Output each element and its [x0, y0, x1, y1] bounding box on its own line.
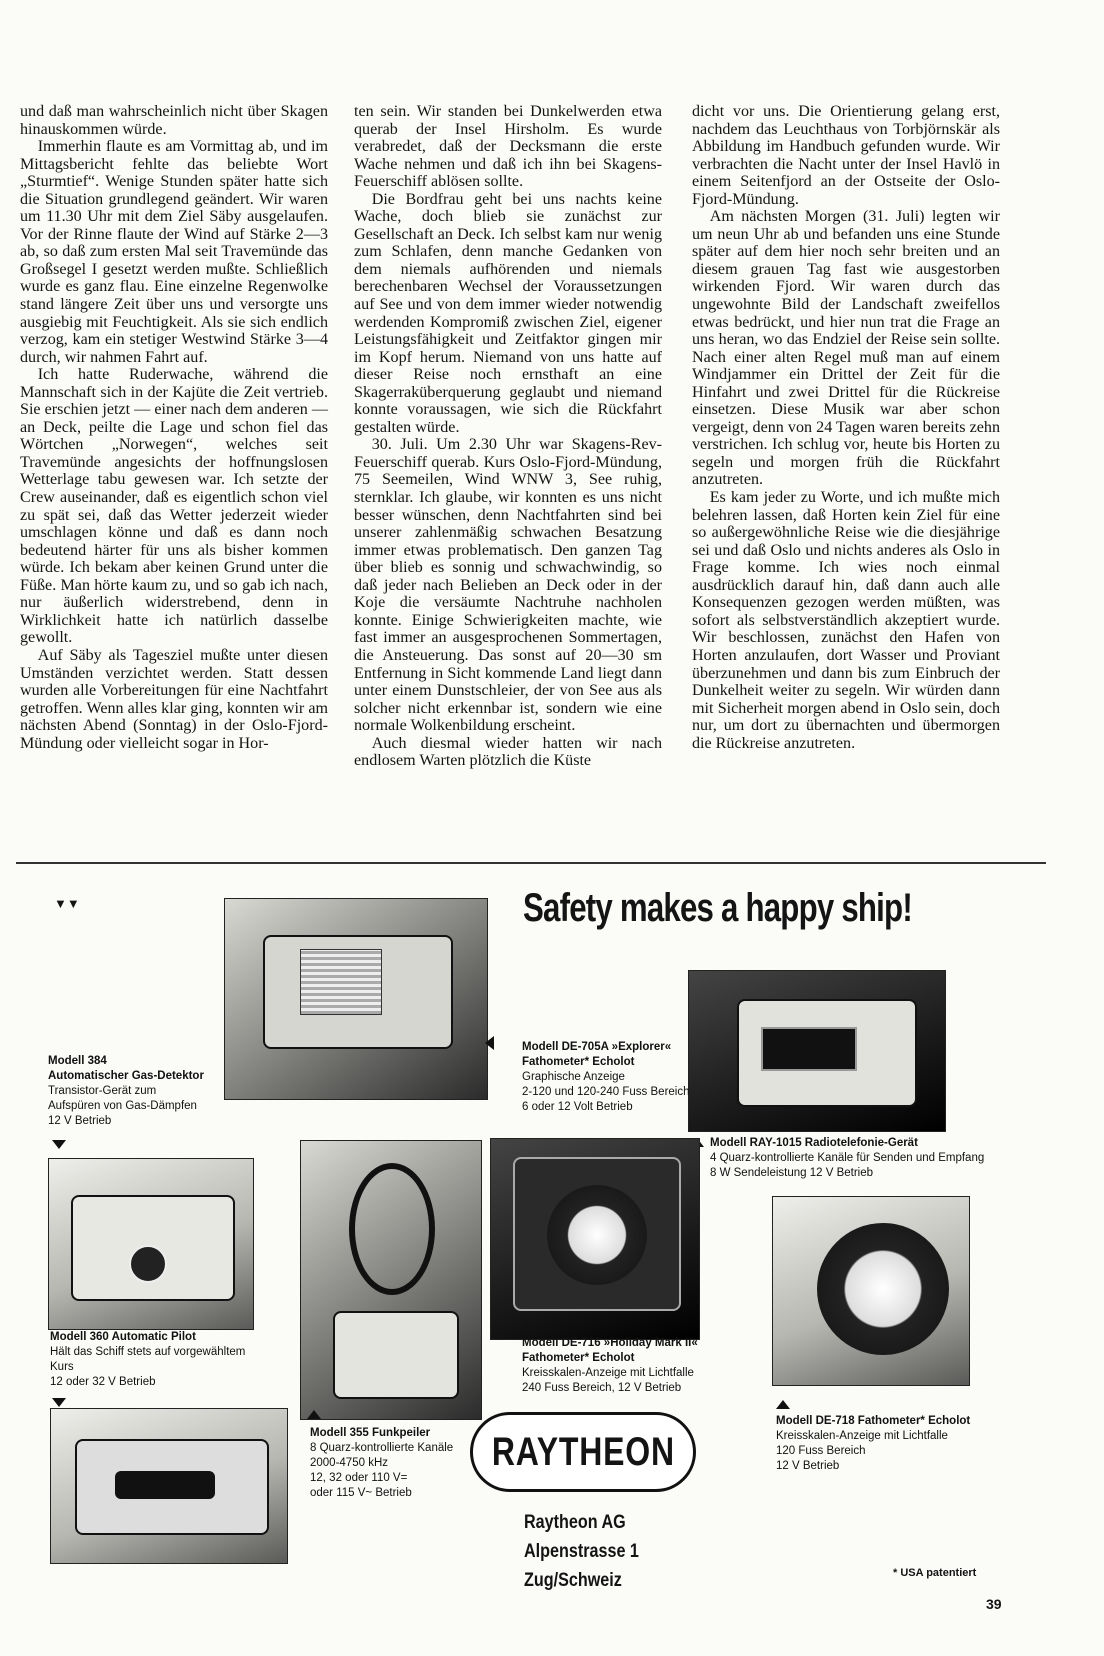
- gas-detector-grille: [300, 949, 382, 1015]
- caption-line: 8 W Sendeleistung 12 V Betrieb: [710, 1167, 874, 1179]
- caption-line: 6 oder 12 Volt Betrieb: [522, 1101, 633, 1113]
- address-line: Alpenstrasse 1: [524, 1541, 639, 1562]
- caption-line: oder 115 V~ Betrieb: [310, 1487, 412, 1499]
- arrow-up-icon: [776, 1400, 790, 1409]
- paragraph: Immerhin flaute es am Vormittag ab, und im Mittagsbericht fehlte das beliebte Wort „Sturmtief“. Wenige Stunden später hatte sich die Situation grundlegend geändert. Wir waren um 11.30 Uhr mit dem Ziel Säby ausgelaufen. Vor der Rinne flaute der Wind auf Stärke 2—3 ab, so daß zum ersten Mal seit Travemünde das Großsegel I gesetzt werden mußte. Schließlich wurde es ganz flau. Eine einzelne Regenwolke stand längere Zeit über uns und versorgte uns ausgiebig mit Feuchtigkeit. Als sie sich endlich verzog, kam ein stetiger Westwind Stärke 3—4 durch, wir nahmen Fahrt auf.: [20, 138, 328, 366]
- article-column-1: [20, 103, 328, 752]
- raytheon-logo: [470, 1412, 696, 1492]
- article-column-2: [354, 103, 662, 770]
- caption-de718: [776, 1414, 970, 1474]
- caption-line: 2-120 und 120-240 Fuss Bereich: [522, 1086, 690, 1098]
- address-line: Zug/Schweiz: [524, 1570, 622, 1591]
- caption-title: Modell 355 Funkpeiler: [310, 1427, 431, 1439]
- caption-title: Modell DE-716 »Holiday Mark II« Fathometer* Echolot: [522, 1337, 698, 1364]
- caption-line: 12 V Betrieb: [48, 1115, 112, 1127]
- caption-title: Modell DE-705A »Explorer« Fathometer* Echolot: [522, 1041, 672, 1068]
- caption-line: 2000-4750 kHz: [310, 1457, 388, 1469]
- caption-title: Modell 384: [48, 1055, 107, 1067]
- caption-line: Kreisskalen-Anzeige mit Lichtfalle: [776, 1430, 948, 1442]
- paragraph: Ich hatte Ruderwache, während die Mannschaft sich in der Kajüte die Zeit vertrieb. Sie erschien jetzt — einer nach dem anderen — an Deck, peilte die Lage und schon fiel das Wörtchen „Norwegen“, welches seit Travemünde angesichts der hoffnungslosen Wetterlage tabu gewesen war. Ich setzte der Crew auseinander, daß es eigentlich schon viel zu spät sei, daß das Wetter jederzeit wieder umschlagen könne und daß es dann noch bedeutend härter für uns als bisher kommen würde. Ich bekam aber keinen Grund unter die Füße. Man hörte kaum zu, und so gab ich nach, nur äußerlich widerstrebend, denn in Wirklichkeit hatte ich natürlich dasselbe gewollt.: [20, 366, 328, 647]
- product-photo-de718: [772, 1196, 970, 1386]
- caption-384: [48, 1054, 204, 1129]
- caption-title: Modell RAY-1015 Radiotelefonie-Gerät: [710, 1137, 918, 1149]
- caption-de716: [522, 1336, 722, 1396]
- arrow-left-icon: [485, 1036, 494, 1050]
- paragraph: 30. Juli. Um 2.30 Uhr war Skagens-Rev-Feuerschiff querab. Kurs Oslo-Fjord-Mündung, 75 Seemeilen, Wind WNW 3, See ruhig, sternklar. Ich glaube, wir konnten es uns nicht besser wünschen, denn Nachtfahrten sind bei unserer zahlenmäßig schwachen Besatzung immer etwas problematisch. Den ganzen Tag über blieb es sonnig und schwachwindig, so daß jeder nach Belieben an Deck oder in der Koje die versäumte Nachtruhe nachholen konnte. Einige Schwierigkeiten machte, wie fast immer an ausgesprochenen Sommertagen, die Ansteuerung. Das sonst auf 20—30 sm Entfernung in Sicht kommende Land liegt dann unter einem Dunstschleier, der von See aus als solcher nicht erkennbar ist, sondern wie eine normale Wolkenbildung erscheint.: [354, 436, 662, 735]
- caption-line: Aufspüren von Gas-Dämpfen: [48, 1100, 197, 1112]
- section-divider: [16, 862, 1046, 864]
- paragraph: und daß man wahrscheinlich nicht über Skagen hinauskommen würde.: [20, 103, 328, 138]
- caption-ray1015: [710, 1136, 984, 1181]
- caption-360: [50, 1330, 245, 1390]
- paragraph: Am nächsten Morgen (31. Juli) legten wir um neun Uhr ab und befanden uns eine Stunde später auf dem hier noch sehr breiten und an diesem grauen Tag fast wie ausgestorben wirkenden Fjord. Wir waren durch das ungewohnte Bild der Landschaft zweifellos etwas bedrückt, und hier nun trat die Frage an uns heran, wo das Endziel der Reise sein sollte. Nach einer alten Regel muß man auf einem Windjammer ein Drittel der Zeit für die Hinfahrt und zwei Drittel für die Rückreise einsetzen. Diese Musik war aber schon vergeigt, denn von 24 Tagen waren bereits zehn verstrichen. Ich schlug vor, heute bis Horten zu segeln und morgen früh die Rückfahrt anzutreten.: [692, 208, 1000, 489]
- product-photo-360: [48, 1158, 254, 1330]
- paragraph: Die Bordfrau geht bei uns nachts keine Wache, doch blieb sie zunächst zur Gesellschaft an Deck. Ich selbst kam nur wenig zum Schlafen, denn manche Gedanken von dem niemals aufhörenden und niemals berechenbaren Wechsel der Voraussetzungen auf See und von dem immer wieder notwendig werdenden Kompromiß zwischen Ziel, eigener Leistungsfähigkeit und Zeitfaktor gingen mir im Kopf herum. Niemand von uns hatte auf dieser Reise noch ernsthaft an eine Skagerraküberquerung geglaubt und niemand konnte voraussagen, wie sich die Rückfahrt gestalten würde.: [354, 190, 662, 436]
- caption-line: Kreisskalen-Anzeige mit Lichtfalle: [522, 1367, 694, 1379]
- caption-line: 120 Fuss Bereich: [776, 1445, 866, 1457]
- caption-title: Modell DE-718 Fathometer* Echolot: [776, 1415, 971, 1427]
- product-photo-355: [300, 1140, 482, 1420]
- logo-text: RAYTHEON: [491, 1429, 675, 1474]
- caption-line: 4 Quarz-kontrollierte Kanäle für Senden und Empfang: [710, 1152, 985, 1164]
- footnote: * USA patentiert: [893, 1567, 977, 1579]
- ad-headline: Safety makes a happy ship!: [523, 886, 912, 930]
- page-number: 39: [986, 1596, 1002, 1612]
- address-line: Raytheon AG: [524, 1512, 626, 1533]
- dial-icon: [817, 1223, 949, 1355]
- loop-antenna: [349, 1163, 435, 1295]
- product-photo-autopilot: [50, 1408, 288, 1564]
- caption-line: 240 Fuss Bereich, 12 V Betrieb: [522, 1382, 682, 1394]
- caption-line: Kurs: [50, 1361, 74, 1373]
- caption-line: 12 V Betrieb: [776, 1460, 840, 1472]
- caption-title: Modell 360 Automatic Pilot: [50, 1331, 196, 1343]
- knob-icon: [129, 1245, 167, 1283]
- caption-line: 12, 32 oder 110 V=: [310, 1472, 408, 1484]
- paragraph: dicht vor uns. Die Orientierung gelang erst, nachdem das Leuchthaus von Torbjörnskär als Abbildung im Handbuch gefunden wurde. Wir verbrachten die Nacht unter der Insel Havlö in einem Seitenfjord an der Ostseite der Oslo-Fjord-Mündung.: [692, 103, 1000, 208]
- autopilot-panel: [115, 1471, 215, 1499]
- paragraph: Es kam jeder zu Worte, und ich mußte mich belehren lassen, daß Horten kein Ziel für eine so außergewöhnliche Reise wie die diesjährige sei und daß Oslo und nichts anderes als Oslo in Frage komme. Ich wies noch einmal ausdrücklich darauf hin, daß dann auch alle Konsequenzen gezogen werden müßten, was sofort als selbstverständlich akzeptiert wurde. Wir beschlossen, zunächst den Hafen von Horten anzulaufen, dort Wasser und Proviant überzunehmen und dann bis zum Einbruch der Dunkelheit weiter zu segeln. Wir würden dann mit Sicherheit morgen abend in Oslo sein, doch nur, um dort zu übernachten und übermorgen die Rückreise anzutreten.: [692, 489, 1000, 752]
- arrow-down-icon: [52, 1398, 66, 1407]
- product-photo-ray1015: [688, 970, 946, 1132]
- dial-icon: [547, 1185, 647, 1285]
- arrow-up-icon: [520, 1320, 534, 1329]
- paragraph: Auf Säby als Tagesziel mußte unter diesen Umständen verzichtet werden. Statt dessen wurden alle Vorbereitungen für eine Nachtfahrt getroffen. Wenn alles klar ging, konnten wir am nächsten Abend (Sonntag) in der Oslo-Fjord-Mündung oder vielleicht sogar in Hor-: [20, 646, 328, 752]
- radiotelephone-panel: [761, 1027, 857, 1071]
- arrow-down-icon: [52, 1140, 66, 1149]
- paragraph: Auch diesmal wieder hatten wir nach endlosem Warten plötzlich die Küste: [354, 734, 662, 770]
- ad-mark: ▼▼: [54, 896, 80, 911]
- caption-de705a: [522, 1040, 692, 1115]
- caption-line: Transistor-Gerät zum: [48, 1085, 157, 1097]
- caption-line: Graphische Anzeige: [522, 1071, 625, 1083]
- article-column-3: [692, 103, 1000, 752]
- arrow-up-icon: [307, 1410, 321, 1419]
- caption-line: 8 Quarz-kontrollierte Kanäle: [310, 1442, 454, 1454]
- caption-line: 12 oder 32 V Betrieb: [50, 1376, 156, 1388]
- company-address: [524, 1508, 659, 1595]
- product-photo-de716: [490, 1138, 700, 1340]
- caption-line: Hält das Schiff stets auf vorgewähltem: [50, 1346, 246, 1358]
- caption-line: Automatischer Gas-Detektor: [48, 1070, 204, 1082]
- caption-355: [310, 1426, 453, 1501]
- product-photo-384: [224, 898, 488, 1100]
- direction-finder-device: [333, 1311, 459, 1399]
- paragraph: ten sein. Wir standen bei Dunkelwerden etwa querab der Insel Hirsholm. Es wurde verabredet, daß der Decksmann die erste Wache nehmen und daß ich ihn bei Skagens-Feuerschiff ablösen sollte.: [354, 103, 662, 191]
